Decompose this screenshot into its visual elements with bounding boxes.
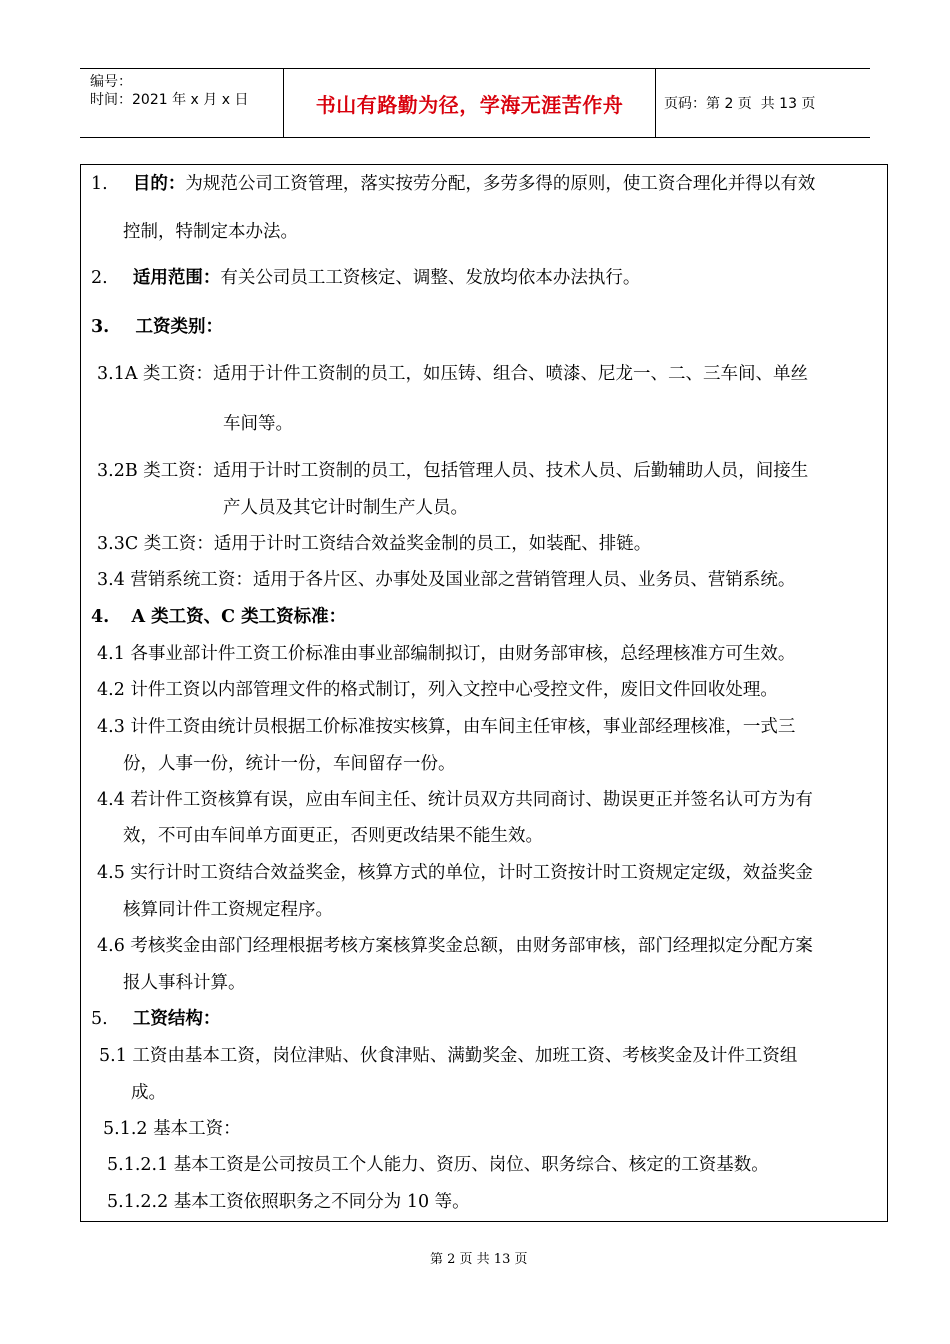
paragraph-line: 3.2B 类工资：适用于计时工资制的员工，包括管理人员、技术人员、后勤辅助人员，间接生 (97, 461, 809, 481)
section-number: 3. (91, 317, 110, 337)
page-header (80, 68, 870, 138)
section-heading: A 类工资、C 类工资标准： (131, 607, 347, 627)
paragraph-line: 4.2 计件工资以内部管理文件的格式制订，列入文控中心受控文件，废旧文件回收处理。 (97, 680, 778, 700)
paragraph-line: 报人事科计算。 (123, 973, 246, 993)
paragraph-line: 4.4 若计件工资核算有误，应由车间主任、统计员双方共同商讨、勘误更正并签名认可方为有 (97, 790, 813, 810)
section-heading: 工资类别： (135, 317, 223, 337)
section-4-standards (91, 606, 346, 628)
paragraph-line: 核算同计件工资规定程序。 (123, 900, 333, 920)
section-number: 1. (91, 174, 108, 194)
document-body (80, 164, 888, 1222)
paragraph-line: 份，人事一份，统计一份，车间留存一份。 (123, 754, 456, 774)
paragraph-line: 控制，特制定本办法。 (123, 222, 298, 242)
paragraph-line: 5.1 工资由基本工资，岗位津贴、伙食津贴、满勤奖金、加班工资、考核奖金及计件工资组 (99, 1046, 798, 1066)
paragraph-line: 5.1.2.2 基本工资依照职务之不同分为 10 等。 (107, 1192, 470, 1212)
doc-meta (80, 69, 284, 137)
paragraph-line: 3.4 营销系统工资：适用于各片区、办事处及国业部之营销管理人员、业务员、营销系统。 (97, 570, 796, 590)
section-heading: 目的： (132, 174, 186, 194)
doc-date-label: 时间：2021 年 x 月 x 日 (90, 92, 249, 108)
section-number: 2. (91, 268, 108, 288)
section-5-structure (91, 1008, 220, 1030)
section-text: 有关公司员工工资核定、调整、发放均依本办法执行。 (220, 268, 641, 288)
paragraph-line: 5.1.2.1 基本工资是公司按员工个人能力、资历、岗位、职务综合、核定的工资基数。 (107, 1155, 769, 1175)
paragraph-line: 4.6 考核奖金由部门经理根据考核方案核算奖金总额，由财务部审核，部门经理拟定分配方案 (97, 936, 813, 956)
paragraph-line: 3.1A 类工资：适用于计件工资制的员工，如压铸、组合、喷漆、尼龙一、二、三车间、单丝 (97, 364, 809, 384)
paragraph-line: 4.5 实行计时工资结合效益奖金，核算方式的单位，计时工资按计时工资规定定级，效益奖金 (97, 863, 813, 883)
motto: 书山有路勤为径，学海无涯苦作舟 (284, 69, 656, 137)
paragraph-line: 4.1 各事业部计件工资工价标准由事业部编制拟订，由财务部审核，总经理核准方可生效。 (97, 644, 796, 664)
section-heading: 工资结构： (132, 1009, 221, 1029)
paragraph-line: 产人员及其它计时制生产人员。 (223, 498, 468, 518)
section-2-scope (91, 267, 640, 289)
section-heading: 适用范围： (132, 268, 221, 288)
section-3-categories (91, 316, 223, 338)
page-info-text: 页码：第 2 页 共 13 页 (664, 96, 816, 112)
page-info (656, 69, 870, 137)
paragraph-line: 成。 (131, 1083, 166, 1103)
section-number: 4. (91, 607, 110, 627)
doc-number-label: 编号： (90, 74, 132, 90)
paragraph-line: 5.1.2 基本工资： (103, 1119, 241, 1139)
paragraph-line: 效，不可由车间单方面更正，否则更改结果不能生效。 (123, 826, 543, 846)
paragraph-line: 4.3 计件工资由统计员根据工价标准按实核算，由车间主任审核，事业部经理核准，一式三 (97, 717, 796, 737)
paragraph-line: 车间等。 (223, 414, 293, 434)
section-text: 为规范公司工资管理，落实按劳分配，多劳多得的原则，使工资合理化并得以有效 (185, 174, 816, 194)
paragraph-line: 3.3C 类工资：适用于计时工资结合效益奖金制的员工，如装配、排链。 (97, 534, 652, 554)
section-1-purpose (91, 173, 815, 195)
page-footer: 第 2 页 共 13 页 (430, 1252, 528, 1267)
section-number: 5. (91, 1009, 108, 1029)
